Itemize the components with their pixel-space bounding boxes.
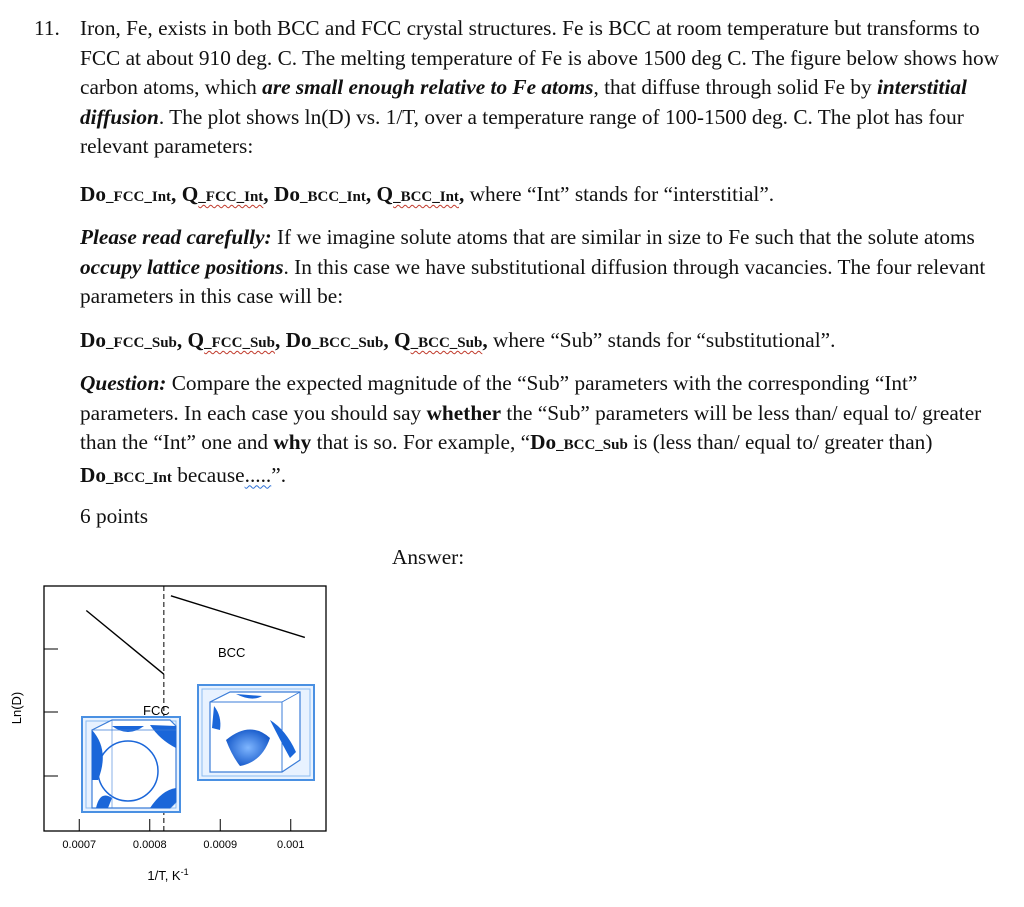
question-number: 11. [34, 16, 60, 40]
points-label: 6 points [80, 504, 149, 528]
x-tick-label: 0.0007 [62, 839, 97, 851]
emphasis-interstitial: interstitial diffusion [80, 75, 967, 129]
substitution-paragraph: Please read carefully: If we imagine solute atoms that are similar in size to Fe such that the solute atoms occupy lattice positions. In this case we have substitutional diffusion through vacancies. The four relevant parameters in this case will be: [80, 225, 986, 308]
int-parameters-line: Do_FCC_Int, Q_FCC_Int, Do_BCC_Int, Q_BCC_Int, where “Int” stands for “interstitial”. [80, 182, 775, 206]
y-axis-label: Ln(D) [9, 691, 24, 725]
bcc-unit-cell-image [198, 685, 314, 780]
fcc-unit-cell-image [82, 717, 180, 812]
answer-label: Answer: [392, 545, 465, 569]
bcc-label: BCC [218, 645, 246, 660]
chart-canvas [0, 580, 340, 907]
diffusion-chart [0, 580, 340, 907]
intro-paragraph: Iron, Fe, exists in both BCC and FCC crystal structures. Fe is BCC at room temperature but transforms to FCC at about 910 deg. C. The melting temperature of Fe is above 1500 deg C. The figure below shows how carbon atoms, which are small enough relative to Fe atoms, that diffuse through solid Fe by interstitial diffusion. The plot shows ln(D) vs. 1/T, over a temperature range of 100-1500 deg. C. The plot has four relevant parameters: [80, 16, 999, 158]
x-tick-label: 0.0009 [203, 839, 238, 851]
emphasis-small-atoms: are small enough relative to Fe atoms [262, 75, 594, 99]
x-tick-label: 0.0008 [132, 839, 167, 851]
question-paragraph: Question: Compare the expected magnitude of the “Sub” parameters with the corresponding “Int” parameters. In each case you should say whether the “Sub” parameters will be less than/ equal to/ greater than the “Int” one and why that is so. For example, “Do_BCC_Sub is (less than/ equal to/ greater than) Do_BCC_Int because.....”. [80, 371, 982, 487]
sub-parameters-line: Do_FCC_Sub, Q_FCC_Sub, Do_BCC_Sub, Q_BCC_Sub, where “Sub” stands for “substitutional”. [80, 328, 836, 352]
x-axis-label: 1/T, $K^{-1}$ [147, 867, 189, 883]
fcc-label: FCC [143, 703, 170, 718]
x-tick-label: 0.001 [276, 839, 305, 851]
